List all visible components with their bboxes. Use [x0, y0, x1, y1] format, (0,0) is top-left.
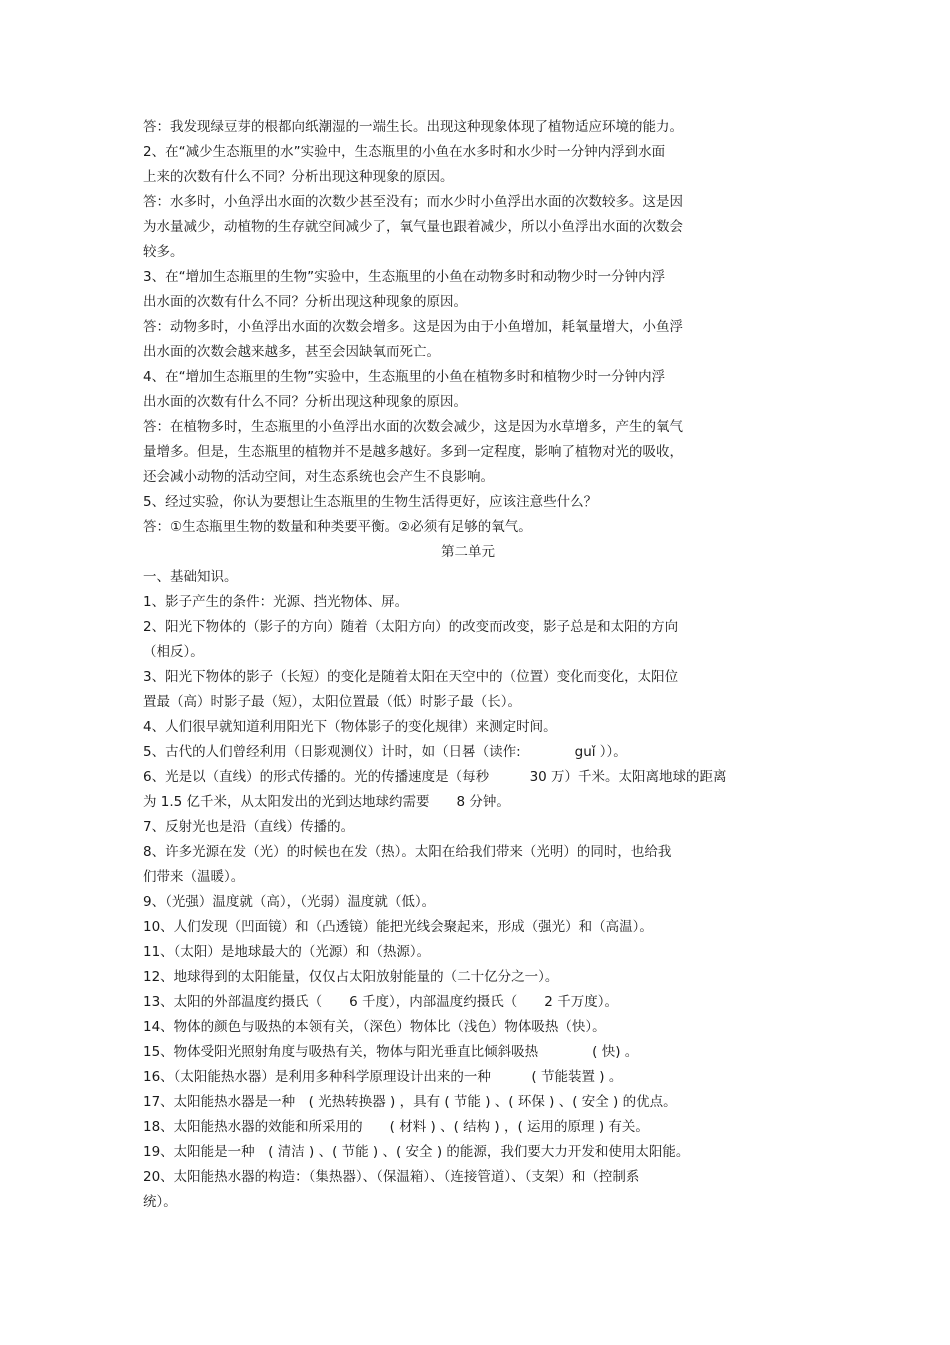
text-line: 出水面的次数会越来越多，甚至会因缺氧而死亡。 — [143, 344, 440, 360]
text-line: 14、物体的颜色与吸热的本领有关，（深色）物体比（浅色）物体吸热（快）。 — [143, 1019, 606, 1035]
text-line: 出水面的次数有什么不同？分析出现这种现象的原因。 — [143, 394, 467, 410]
text-line: （相反）。 — [143, 644, 204, 660]
text-line: 12、地球得到的太阳能量，仅仅占太阳放射能量的（二十亿分之一）。 — [143, 969, 559, 985]
text-line: 答：①生态瓶里生物的数量和种类要平衡。②必须有足够的氧气。 — [143, 519, 532, 535]
text-line: 答：我发现绿豆芽的根都向纸潮湿的一端生长。出现这种现象体现了植物适应环境的能力。 — [143, 119, 683, 135]
text-line: 16、（太阳能热水器）是利用多种科学原理设计出来的一种 ( 节能装置 ) 。 — [143, 1069, 623, 1085]
text-line: 还会减小动物的活动空间，对生态系统也会产生不良影响。 — [143, 469, 494, 485]
text-line: 11、（太阳）是地球最大的（光源）和（热源）。 — [143, 944, 431, 960]
text-line: 13、太阳的外部温度约摄氏（ 6 千度），内部温度约摄氏（ 2 千万度）。 — [143, 994, 618, 1010]
text-line: 3、在“增加生态瓶里的生物”实验中，生态瓶里的小鱼在动物多时和动物少时一分钟内浮 — [143, 269, 666, 285]
text-line: 们带来（温暖）。 — [143, 869, 245, 885]
text-line: 量增多。但是，生态瓶里的植物并不是越多越好。多到一定程度，影响了植物对光的吸收， — [143, 444, 683, 460]
text-line: 出水面的次数有什么不同？分析出现这种现象的原因。 — [143, 294, 467, 310]
text-line: 8、许多光源在发（光）的时候也在发（热）。太阳在给我们带来（光明）的同时，也给我 — [143, 844, 672, 860]
text-line: 19、太阳能是一种 ( 清洁 ) 、( 节能 ) 、( 安全 ) 的能源，我们要大力开发和使用太阳能。 — [143, 1144, 690, 1160]
text-line: 10、人们发现（凹面镜）和（凸透镜）能把光线会聚起来，形成（强光）和（高温）。 — [143, 919, 653, 935]
section-heading: 第二单元 — [441, 544, 495, 560]
text-line: 较多。 — [143, 244, 184, 260]
text-line: 答：在植物多时，生态瓶里的小鱼浮出水面的次数会减少，这是因为水草增多，产生的氧气 — [143, 419, 683, 435]
text-line: 18、太阳能热水器的效能和所采用的 ( 材料 ) 、( 结构 ) ，( 运用的原理 ) 有关。 — [143, 1119, 649, 1135]
text-line: 答：水多时，小鱼浮出水面的次数少甚至没有；而水少时小鱼浮出水面的次数较多。这是因 — [143, 194, 683, 210]
text-line: 6、光是以（直线）的形式传播的。光的传播速度是（每秒 30 万）千米。太阳离地球的距离 — [143, 769, 727, 785]
document-body — [143, 115, 793, 1215]
text-line: 4、在“增加生态瓶里的生物”实验中，生态瓶里的小鱼在植物多时和植物少时一分钟内浮 — [143, 369, 666, 385]
text-line: 2、在“减少生态瓶里的水”实验中，生态瓶里的小鱼在水多时和水少时一分钟内浮到水面 — [143, 144, 666, 160]
text-line: 为水量减少，动植物的生存就空间减少了，氧气量也跟着减少，所以小鱼浮出水面的次数会 — [143, 219, 683, 235]
text-line: 15、物体受阳光照射角度与吸热有关，物体与阳光垂直比倾斜吸热 ( 快) 。 — [143, 1044, 639, 1060]
text-line: 为 1.5 亿千米，从太阳发出的光到达地球约需要 8 分钟。 — [143, 794, 510, 810]
text-line: 2、阳光下物体的（影子的方向）随着（太阳方向）的改变而改变，影子总是和太阳的方向 — [143, 619, 679, 635]
text-line: 3、阳光下物体的影子（长短）的变化是随着太阳在天空中的（位置）变化而变化，太阳位 — [143, 669, 679, 685]
text-line: 4、人们很早就知道利用阳光下（物体影子的变化规律）来测定时间。 — [143, 719, 557, 735]
text-line: 答：动物多时，小鱼浮出水面的次数会增多。这是因为由于小鱼增加，耗氧量增大，小鱼浮 — [143, 319, 683, 335]
text-line: 一、基础知识。 — [143, 569, 238, 585]
text-line: 17、太阳能热水器是一种 ( 光热转换器 ) ，具有 ( 节能 ) 、( 环保 ) 、( 安全 ) 的优点。 — [143, 1094, 677, 1110]
text-line: 置最（高）时影子最（短），太阳位置最（低）时影子最（长）。 — [143, 694, 521, 710]
text-line: 9、（光强）温度就（高），（光弱）温度就（低）。 — [143, 894, 436, 910]
text-line: 1、影子产生的条件：光源、挡光物体、屏。 — [143, 594, 409, 610]
text-line: 上来的次数有什么不同？分析出现这种现象的原因。 — [143, 169, 454, 185]
text-line: 7、反射光也是沿（直线）传播的。 — [143, 819, 355, 835]
text-line: 5、经过实验，你认为要想让生态瓶里的生物生活得更好，应该注意些什么？ — [143, 494, 598, 510]
text-line: 5、古代的人们曾经利用（日影观测仪）计时，如（日晷（读作: guǐ ））。 — [143, 744, 627, 760]
text-line: 20、太阳能热水器的构造：（集热器）、（保温箱）、（连接管道）、（支架）和（控制系 — [143, 1169, 640, 1185]
text-line: 统）。 — [143, 1194, 177, 1210]
